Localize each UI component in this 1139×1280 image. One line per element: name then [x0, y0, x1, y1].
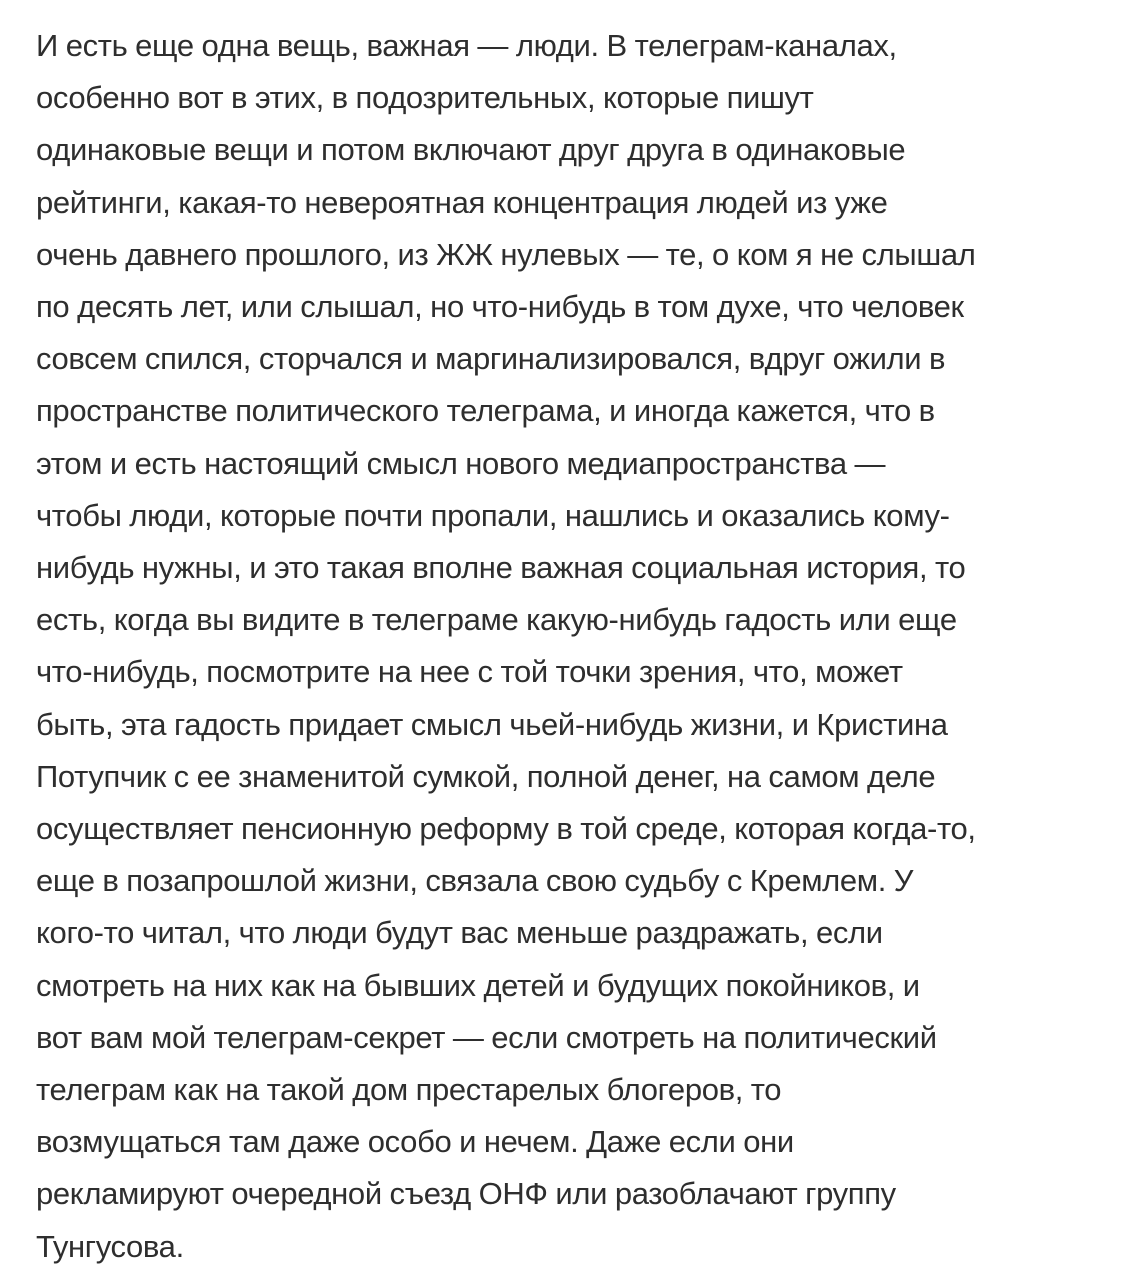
- text-line: телеграм как на такой дом престарелых блогеров, то: [36, 1072, 782, 1108]
- text-line: чтобы люди, которые почти пропали, нашлись и оказались кому-: [36, 497, 950, 533]
- text-line: нибудь нужны, и это такая вполне важная социальная история, то: [36, 550, 966, 586]
- text-line: Потупчик с ее знаменитой сумкой, полной денег, на самом деле: [36, 758, 936, 794]
- article-paragraph: [36, 20, 1109, 1273]
- text-line: И есть еще одна вещь, важная — люди. В телеграм-каналах,: [36, 28, 897, 63]
- text-line: что-нибудь, посмотрите на нее с той точки зрения, что, может: [36, 654, 903, 690]
- text-line: вот вам мой телеграм-секрет — если смотреть на политический: [36, 1019, 937, 1055]
- text-line: этом и есть настоящий смысл нового медиапространства —: [36, 445, 886, 481]
- text-line: есть, когда вы видите в телеграме какую-нибудь гадость или еще: [36, 602, 957, 638]
- text-line: быть, эта гадость придает смысл чьей-нибудь жизни, и Кристина: [36, 706, 948, 742]
- text-line: возмущаться там даже особо и нечем. Даже если они: [36, 1124, 794, 1160]
- text-line: кого-то читал, что люди будут вас меньше раздражать, если: [36, 915, 883, 951]
- text-line: смотреть на них как на бывших детей и будущих покойников, и: [36, 967, 920, 1003]
- text-line: еще в позапрошлой жизни, связала свою судьбу с Кремлем. У: [36, 863, 914, 899]
- text-line: очень давнего прошлого, из ЖЖ нулевых — те, о ком я не слышал: [36, 236, 976, 272]
- text-line: рейтинги, какая-то невероятная концентрация людей из уже: [36, 184, 888, 220]
- text-line: по десять лет, или слышал, но что-нибудь в том духе, что человек: [36, 289, 964, 325]
- text-line: пространстве политического телеграма, и иногда кажется, что в: [36, 393, 935, 429]
- text-line: особенно вот в этих, в подозрительных, которые пишут: [36, 80, 814, 116]
- text-line: рекламируют очередной съезд ОНФ или разоблачают группу: [36, 1176, 896, 1212]
- text-line: Тунгусова.: [36, 1228, 184, 1264]
- text-line: совсем спился, сторчался и маргинализировался, вдруг ожили в: [36, 341, 946, 377]
- text-line: одинаковые вещи и потом включают друг друга в одинаковые: [36, 132, 906, 168]
- text-line: осуществляет пенсионную реформу в той среде, которая когда-то,: [36, 811, 976, 847]
